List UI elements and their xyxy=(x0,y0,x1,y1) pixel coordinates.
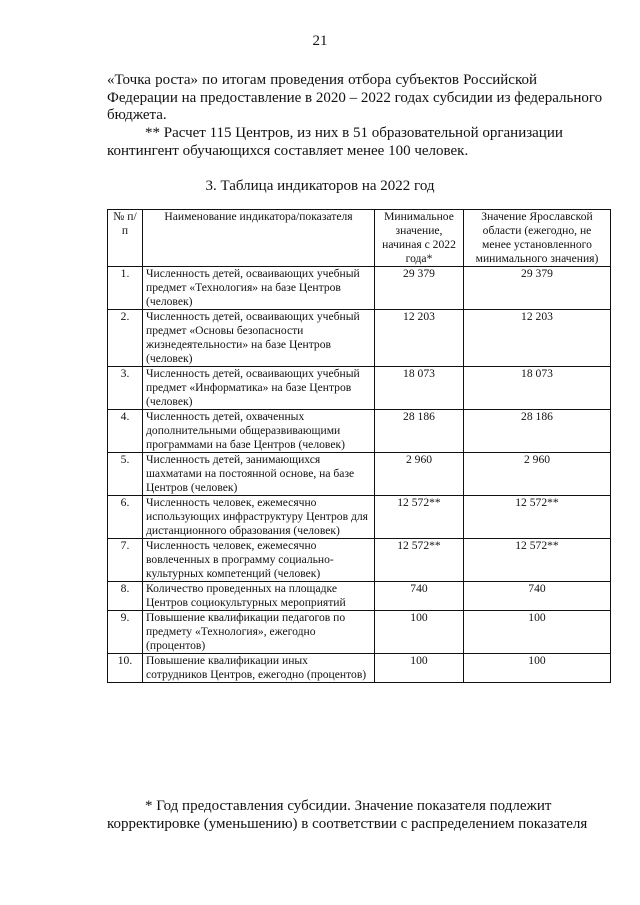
row-name: Численность детей, осваивающих учебный предмет «Информатика» на базе Центров (человек) xyxy=(143,367,375,410)
row-name: Численность человек, ежемесячно вовлеченных в программу социально-культурных компетенций (человек) xyxy=(143,539,375,582)
row-name: Повышение квалификации педагогов по предмету «Технология», ежегодно (процентов) xyxy=(143,611,375,654)
table-header-row xyxy=(108,210,611,267)
table-row xyxy=(108,611,611,654)
row-value: 100 xyxy=(464,654,611,683)
row-value: 29 379 xyxy=(464,267,611,310)
row-value: 2 960 xyxy=(464,453,611,496)
table-row xyxy=(108,310,611,367)
intro-paragraph xyxy=(107,72,603,125)
header-num: № п/п xyxy=(108,210,143,267)
indicators-table xyxy=(107,209,611,683)
row-min: 100 xyxy=(375,654,464,683)
row-num: 4. xyxy=(108,410,143,453)
row-num: 6. xyxy=(108,496,143,539)
footnote-line: * Год предоставления субсидии. Значение показателя подлежит xyxy=(145,798,552,814)
row-name: Повышение квалификации иных сотрудников Центров, ежегодно (процентов) xyxy=(143,654,375,683)
row-min: 12 203 xyxy=(375,310,464,367)
row-name: Численность детей, охваченных дополнительными общеразвивающими программами на базе Центров (человек) xyxy=(143,410,375,453)
row-num: 3. xyxy=(108,367,143,410)
table-row xyxy=(108,539,611,582)
row-min: 100 xyxy=(375,611,464,654)
row-min: 18 073 xyxy=(375,367,464,410)
row-min: 29 379 xyxy=(375,267,464,310)
row-value: 12 203 xyxy=(464,310,611,367)
row-value: 18 073 xyxy=(464,367,611,410)
table-row xyxy=(108,654,611,683)
header-name: Наименование индикатора/показателя xyxy=(143,210,375,267)
header-min: Минимальное значение, начиная с 2022 года* xyxy=(375,210,464,267)
row-num: 5. xyxy=(108,453,143,496)
row-name: Численность человек, ежемесячно использующих инфраструктуру Центров для дистанционного образования (человек) xyxy=(143,496,375,539)
row-min: 28 186 xyxy=(375,410,464,453)
note-line: ** Расчет 115 Центров, из них в 51 образовательной организации xyxy=(145,125,563,141)
row-name: Численность детей, осваивающих учебный предмет «Основы безопасности жизнедеятельности» на базе Центров (человек) xyxy=(143,310,375,367)
row-num: 10. xyxy=(108,654,143,683)
row-value: 28 186 xyxy=(464,410,611,453)
table-title: 3. Таблица индикаторов на 2022 год xyxy=(205,178,435,194)
row-name: Численность детей, занимающихся шахматами на постоянной основе, на базе Центров (человек) xyxy=(143,453,375,496)
row-min: 12 572** xyxy=(375,539,464,582)
intro-line: «Точка роста» по итогам проведения отбора субъектов Российской xyxy=(107,72,537,88)
note-line: контингент обучающихся составляет менее 100 человек. xyxy=(107,142,469,159)
page-number: 21 xyxy=(312,33,328,49)
row-min: 12 572** xyxy=(375,496,464,539)
footnote-paragraph xyxy=(107,797,588,833)
row-num: 8. xyxy=(108,582,143,611)
table-row xyxy=(108,453,611,496)
table-row xyxy=(108,582,611,611)
row-num: 2. xyxy=(108,310,143,367)
row-min: 2 960 xyxy=(375,453,464,496)
row-name: Численность детей, осваивающих учебный предмет «Технология» на базе Центров (человек) xyxy=(143,267,375,310)
row-num: 9. xyxy=(108,611,143,654)
note-paragraph xyxy=(107,125,563,160)
row-value: 740 xyxy=(464,582,611,611)
table-row xyxy=(108,267,611,310)
intro-line: бюджета. xyxy=(107,107,167,123)
header-value: Значение Ярославской области (ежегодно, не менее установленного минимального значения) xyxy=(464,210,611,267)
row-num: 7. xyxy=(108,539,143,582)
row-value: 12 572** xyxy=(464,539,611,582)
footnote-line: корректировке (уменьшению) в соответствии с распределением показателя xyxy=(107,816,588,832)
row-name: Количество проведенных на площадке Центров социокультурных мероприятий xyxy=(143,582,375,611)
row-value: 12 572** xyxy=(464,496,611,539)
intro-line: Федерации на предоставление в 2020 – 2022 годах субсидии из федерального xyxy=(107,89,603,106)
table-row xyxy=(108,410,611,453)
table-row xyxy=(108,367,611,410)
row-value: 100 xyxy=(464,611,611,654)
row-min: 740 xyxy=(375,582,464,611)
row-num: 1. xyxy=(108,267,143,310)
table-row xyxy=(108,496,611,539)
